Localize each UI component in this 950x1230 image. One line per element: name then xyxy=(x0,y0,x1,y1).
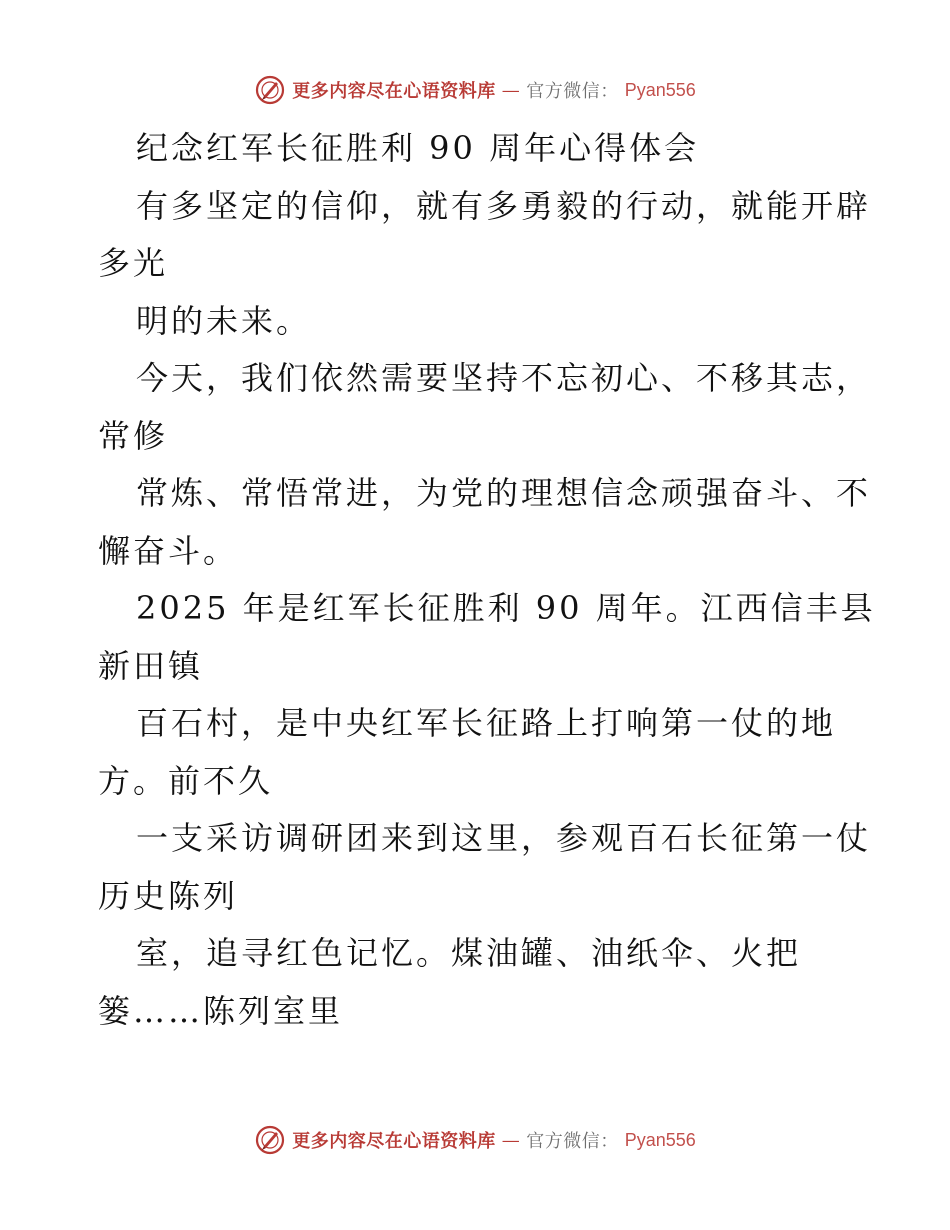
watermark-separator: — xyxy=(501,79,521,101)
pen-nib-logo-icon xyxy=(254,74,286,106)
document-line: 有多坚定的信仰，就有多勇毅的行动，就能开辟 xyxy=(136,186,872,225)
document-line: 今天，我们依然需要坚持不忘初心、不移其志， xyxy=(136,359,872,397)
watermark-official-label: 官方微信： xyxy=(526,81,619,102)
document-line: 明的未来。 xyxy=(136,301,312,340)
document-line: 常修 xyxy=(98,416,169,455)
document-line: 常炼、常悟常进，为党的理想信念顽强奋斗、不 xyxy=(136,474,872,512)
watermark-official-label: 官方微信： xyxy=(526,1131,619,1152)
document-line: 2025 年是红军长征胜利 90 周年。江西信丰县 xyxy=(136,589,876,627)
document-line: 百石村，是中央红军长征路上打响第一仗的地 xyxy=(136,704,837,742)
document-line: 方。前不久 xyxy=(98,761,274,800)
watermark-wechat-id: Pyan556 xyxy=(624,79,696,100)
document-line: 历史陈列 xyxy=(98,876,239,915)
watermark-separator: — xyxy=(501,1129,521,1151)
watermark-main-text: 更多内容尽在心语资料库 xyxy=(292,81,496,102)
document-line: 一支采访调研团来到这里，参观百石长征第一仗 xyxy=(136,819,872,857)
document-line: 纪念红军长征胜利 90 周年心得体会 xyxy=(136,129,700,167)
document-line: 懈奋斗。 xyxy=(98,531,239,570)
document-line: 多光 xyxy=(98,244,169,282)
watermark-main-text: 更多内容尽在心语资料库 xyxy=(292,1131,496,1152)
document-line: 篓……陈列室里 xyxy=(98,991,344,1030)
document-line: 室，追寻红色记忆。煤油罐、油纸伞、火把 xyxy=(136,934,802,972)
footer-watermark xyxy=(0,1120,950,1160)
header-watermark xyxy=(0,70,950,110)
document-line: 新田镇 xyxy=(98,646,204,685)
pen-nib-logo-icon xyxy=(254,1124,286,1156)
document-body xyxy=(98,120,876,1040)
watermark-wechat-id: Pyan556 xyxy=(624,1129,696,1150)
